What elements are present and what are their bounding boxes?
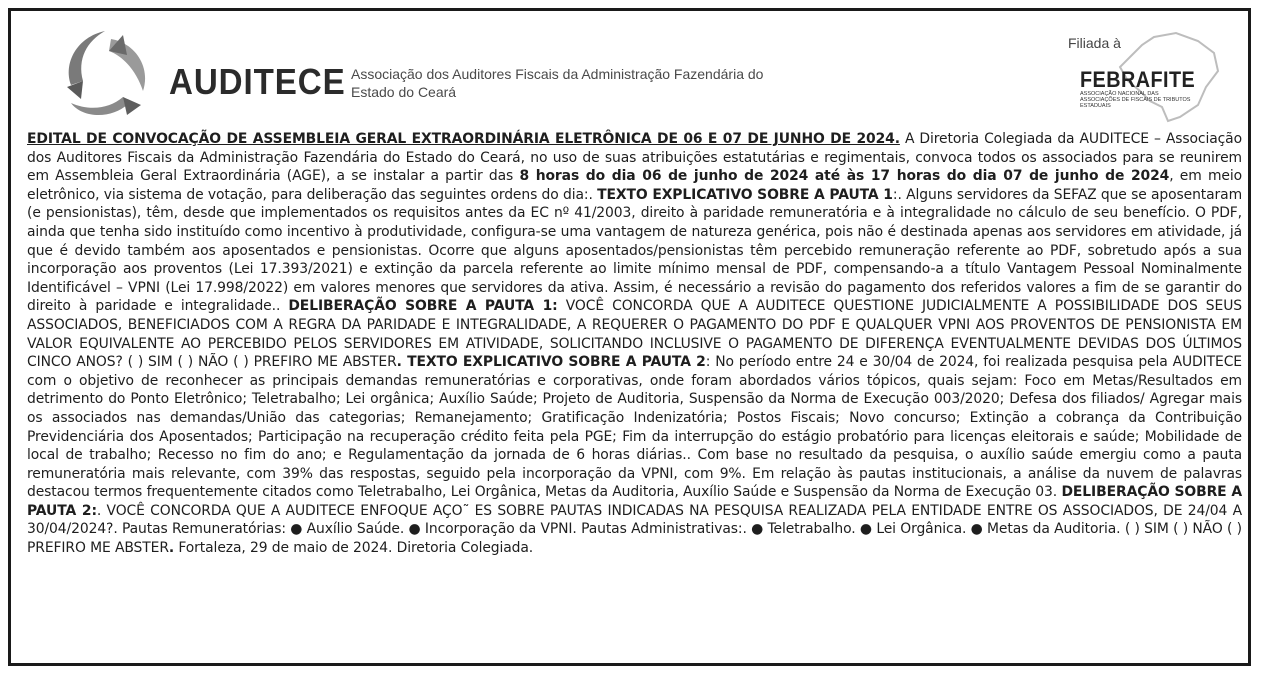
auditece-logo-icon xyxy=(53,23,157,123)
affiliation-block xyxy=(1052,31,1222,127)
notice-title: EDITAL DE CONVOCAÇÃO DE ASSEMBLEIA GERAL EXTRAORDINÁRIA ELETRÔNICA DE 06 E 07 DE JUNHO DE 2024. xyxy=(27,131,900,147)
explanatory-1-heading: TEXTO EXPLICATIVO SOBRE A PAUTA 1 xyxy=(597,186,893,203)
deliberation-2-text: . VOCÊ CONCORDA QUE A AUDITECE ENFOQUE AÇO˜ ES SOBRE PAUTAS INDICADAS NA PESQUISA REALIZADA PELA ENTIDADE ENTRE OS ASSOCIADOS, DE 24/04 A 30/04/2024?. Pautas Remuneratórias: ● Auxílio Saúde. ● Incorporação da VPNI. Pautas Administrativas:. ● Teletrabalho. ● Lei Orgânica. ● Metas da Auditoria. ( ) SIM ( ) NÃO ( ) PREFIRO ME ABSTER xyxy=(27,502,1242,557)
intro-text-2: , em meio eletrônico, via sistema de votação, para deliberação das seguintes ordens do dia:. xyxy=(27,168,1242,203)
intro-text: A Diretoria Colegiada da AUDITECE – Associação dos Auditores Fiscais da Administração Fazendária do Estado do Ceará, no uso de suas atribuições estatutárias e regimentais, convoca todos os associados para se reunirem em Assembleia Geral Extraordinária (AGE), a se instalar a partir das xyxy=(27,131,1242,185)
explanatory-2-heading: . TEXTO EXPLICATIVO SOBRE A PAUTA 2 xyxy=(396,354,706,371)
brand-subtitle-line-1: Associação dos Auditores Fiscais da Administração Fazendária do xyxy=(351,66,764,82)
brand-subtitle-line-2: Estado do Ceará xyxy=(351,84,457,100)
closing-text: Fortaleza, 29 de maio de 2024. Diretoria Colegiada. xyxy=(174,540,534,557)
notice-body xyxy=(27,130,1242,558)
febrafite-subtitle: ASSOCIAÇÃO NACIONAL DAS ASSOCIAÇÕES DE FISCAIS DE TRIBUTOS ESTADUAIS xyxy=(1080,91,1191,109)
session-time: 8 horas do dia 06 de junho de 2024 até às 17 horas do dia 07 de junho de 2024 xyxy=(519,168,1170,185)
closing-period: . xyxy=(168,540,175,557)
deliberation-2-heading: DELIBERAÇÃO SOBRE A PAUTA 2: xyxy=(27,484,1242,519)
explanatory-2-text: : No período entre 24 e 30/04 de 2024, foi realizada pesquisa pela AUDITECE com o objetivo de reconhecer as principais demandas remuneratórias e corporativas, onde foram abordados vários tópicos, quais sejam: Foco em Metas/Resultados em detrimento do Ponto Eletrônico; Teletrabalho; Lei orgânica; Auxílio Saúde; Projeto de Auditoria, Suspensão da Norma de Execução 003/2020; Defesa dos filiados/ Agregar mais os associados nas demandas/União das categorias; Remanejamento; Gratificação Indenizatória; Postos Fiscais; Novo concurso; Extinção a cobrança da Contribuição Previdenciária dos Aposentados; Participação na recuperação crédito feita pela PGE; Fim da interrupção do estágio probatório para licenças eleitorais e saúde; Mobilidade de local de trabalho; Recesso no fim do ano; e Regulamentação da jornada de 6 horas diárias.. Com base no resultado da pesquisa, o auxílio saúde emergiu como a pauta remuneratória mais relevante, com 39% das respostas, seguido pela incorporação da VPNI, com 9%. Em relação às pautas institucionais, a análise da nuvem de palavras destacou termos frequentemente citados como Teletrabalho, Lei Orgânica, Metas da Auditoria, Auxílio Saúde e Suspensão da Norma de Execução 03. xyxy=(27,354,1242,501)
deliberation-1-heading: DELIBERAÇÃO SOBRE A PAUTA 1: xyxy=(288,298,558,315)
brand-subtitle xyxy=(351,65,871,101)
febrafite-logo: FEBRAFITE xyxy=(1080,67,1196,92)
deliberation-1-text: VOCÊ CONCORDA QUE A AUDITECE QUESTIONE JUDICIALMENTE A POSSIBILIDADE DOS SEUS ASSOCIADOS, BENEFICIADOS COM A REGRA DA PARIDADE E INTEGRALIDADE, A REQUERER O PAGAMENTO DO PDF E QUALQUER VPNI AOS PROVENTOS DE PENSIONISTA EM VALOR EQUIVALENTE AO PERCEBIDO PELOS SERVIDORES EM ATIVIDADE, SOLICITANDO INCLUSIVE O PAGAMENTO DE DIFERENÇA EVENTUALMENTE DEVIDAS DOS ÚLTIMOS CINCO ANOS? ( ) SIM ( ) NÃO ( ) PREFIRO ME ABSTER xyxy=(27,298,1242,371)
affiliation-label: Filiada à xyxy=(1068,35,1121,51)
explanatory-1-text: :. Alguns servidores da SEFAZ que se aposentaram (e pensionistas), têm, desde que implementados os requisitos antes da EC nº 41/2003, direito à paridade remuneratória e à integralidade no cálculo de seu benefício. O PDF, ainda que tenha sido instituído como incentivo à produtividade, configura-se uma vantagem de natureza genérica, pois não é destinada apenas aos servidores em atividade, já que é devido também aos aposentados e pensionistas. Ocorre que alguns aposentados/pensionistas têm percebido remuneração referente ao PDF, sobretudo após a sua incorporação aos proventos (Lei 17.393/2021) e extinção da parcela referente ao limite mínimo mensal de PDF, compensando-a a título Vantagem Pessoal Nominalmente Identificável – VPNI (Lei 17.998/2022) em valores menores que servidores da ativa. Assim, é necessário a revisão do pagamento dos referidos valores a fim de se garantir do direito à paridade e integralidade.. xyxy=(27,186,1243,315)
notice-frame xyxy=(8,8,1251,666)
header xyxy=(11,11,1248,129)
brand-name: AUDITECE xyxy=(169,61,346,102)
